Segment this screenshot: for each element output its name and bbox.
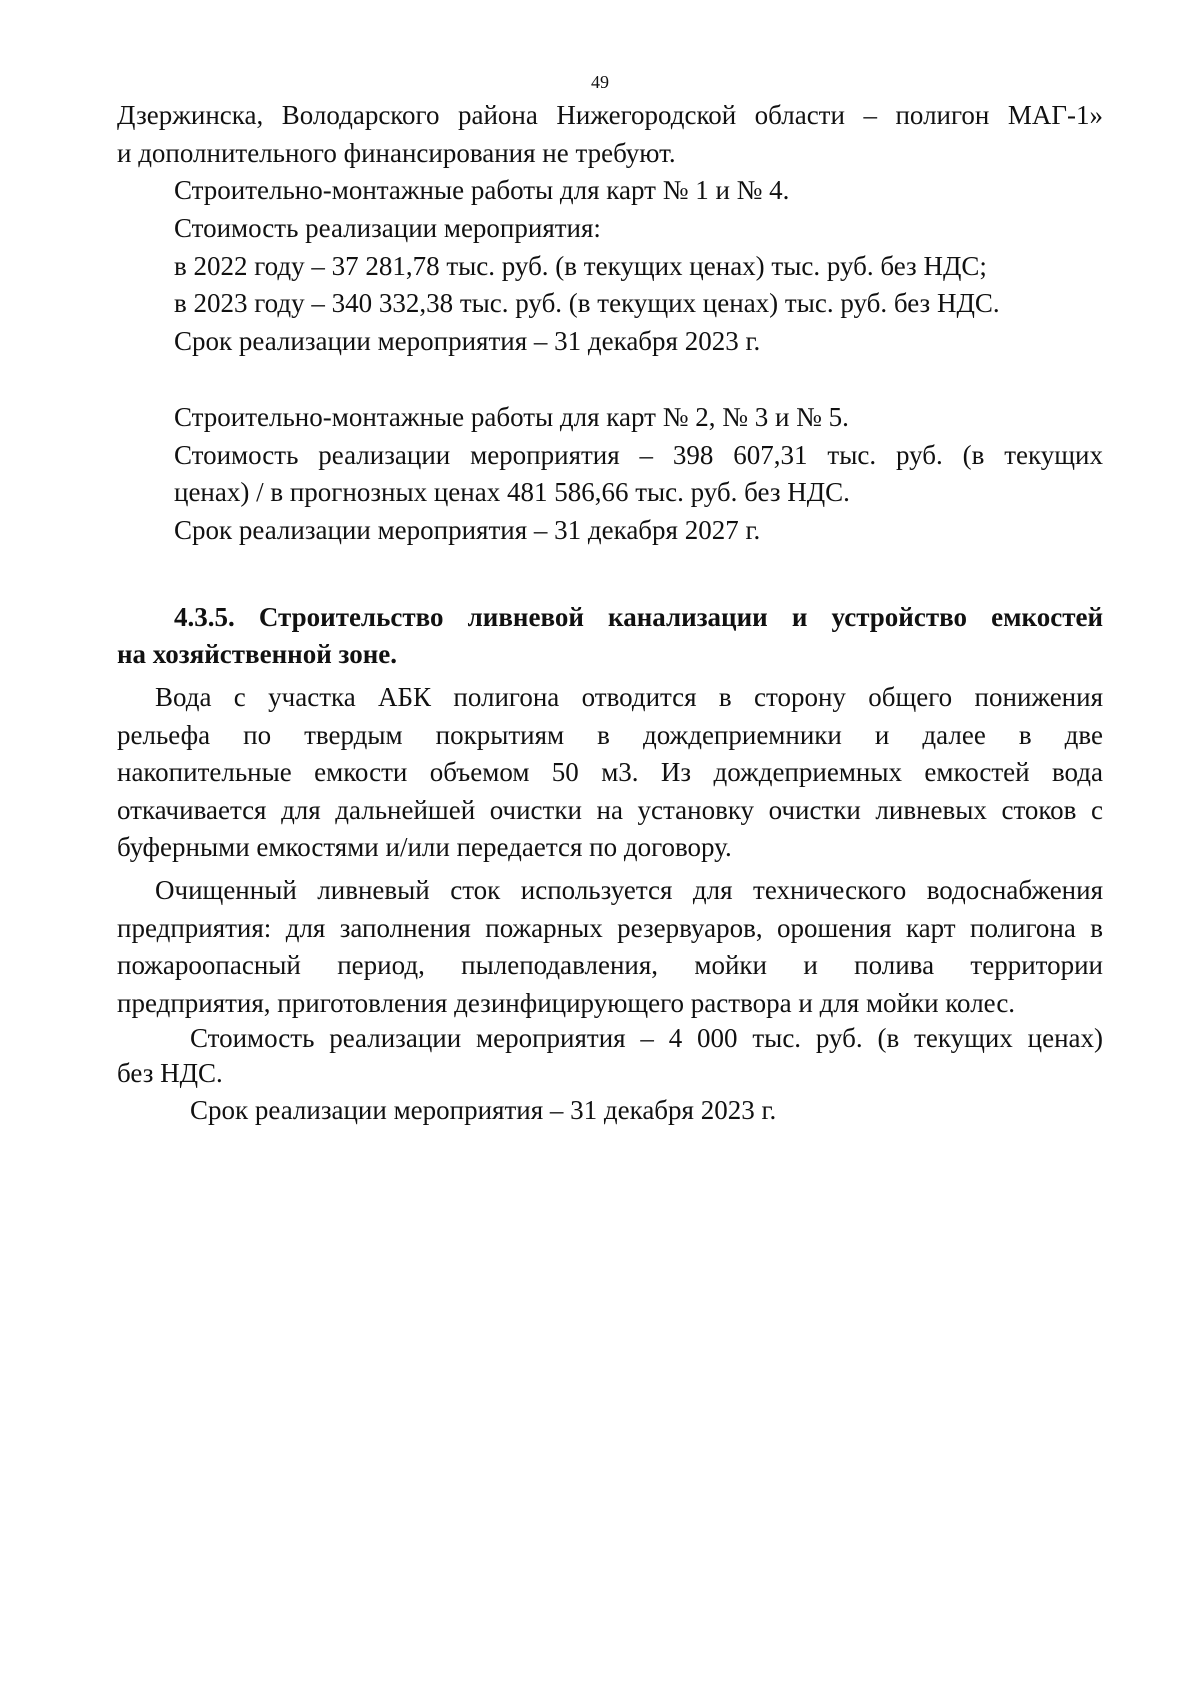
text-line: накопительные емкости объемом 50 м3. Из дождеприемных емкостей вода: [117, 757, 1103, 787]
text-line: предприятия: для заполнения пожарных резервуаров, орошения карт полигона в: [117, 913, 1103, 943]
text-line: Очищенный ливневый сток используется для технического водоснабжения: [155, 875, 1103, 905]
text-line: Срок реализации мероприятия – 31 декабря 2023 г.: [174, 326, 761, 356]
text-line: Строительно-монтажные работы для карт № 1 и № 4.: [174, 175, 790, 205]
section-heading: на хозяйственной зоне.: [117, 639, 398, 669]
text-line: Срок реализации мероприятия – 31 декабря 2023 г.: [190, 1095, 777, 1125]
text-line: Стоимость реализации мероприятия – 4 000 тыс. руб. (в текущих ценах): [190, 1023, 1103, 1053]
text-line: в 2022 году – 37 281,78 тыс. руб. (в текущих ценах) тыс. руб. без НДС;: [174, 251, 987, 281]
text-line: рельефа по твердым покрытиям в дождеприемники и далее в две: [117, 720, 1103, 750]
text-line: Срок реализации мероприятия – 31 декабря 2027 г.: [174, 515, 761, 545]
text-line: буферными емкостями и/или передается по договору.: [117, 832, 732, 862]
section-heading: 4.3.5. Строительство ливневой канализации и устройство емкостей: [174, 602, 1103, 632]
text-line: Стоимость реализации мероприятия – 398 607,31 тыс. руб. (в текущих: [174, 440, 1103, 470]
text-line: Вода с участка АБК полигона отводится в сторону общего понижения: [155, 682, 1103, 712]
text-line: пожароопасный период, пылеподавления, мойки и полива территории: [117, 950, 1103, 980]
text-line: и дополнительного финансирования не требуют.: [117, 138, 676, 168]
text-line: Стоимость реализации мероприятия:: [174, 213, 601, 243]
text-line: Дзержинска, Володарского района Нижегородской области – полигон МАГ-1»: [117, 100, 1103, 130]
page-number: 49: [591, 72, 609, 92]
text-line: откачивается для дальнейшей очистки на установку очистки ливневых стоков с: [117, 795, 1103, 825]
text-line: без НДС.: [117, 1058, 223, 1088]
text-line: в 2023 году – 340 332,38 тыс. руб. (в текущих ценах) тыс. руб. без НДС.: [174, 288, 1000, 318]
text-line: ценах) / в прогнозных ценах 481 586,66 тыс. руб. без НДС.: [174, 477, 850, 507]
text-line: Строительно-монтажные работы для карт № 2, № 3 и № 5.: [174, 402, 849, 432]
text-line: предприятия, приготовления дезинфицирующего раствора и для мойки колес.: [117, 988, 1016, 1018]
